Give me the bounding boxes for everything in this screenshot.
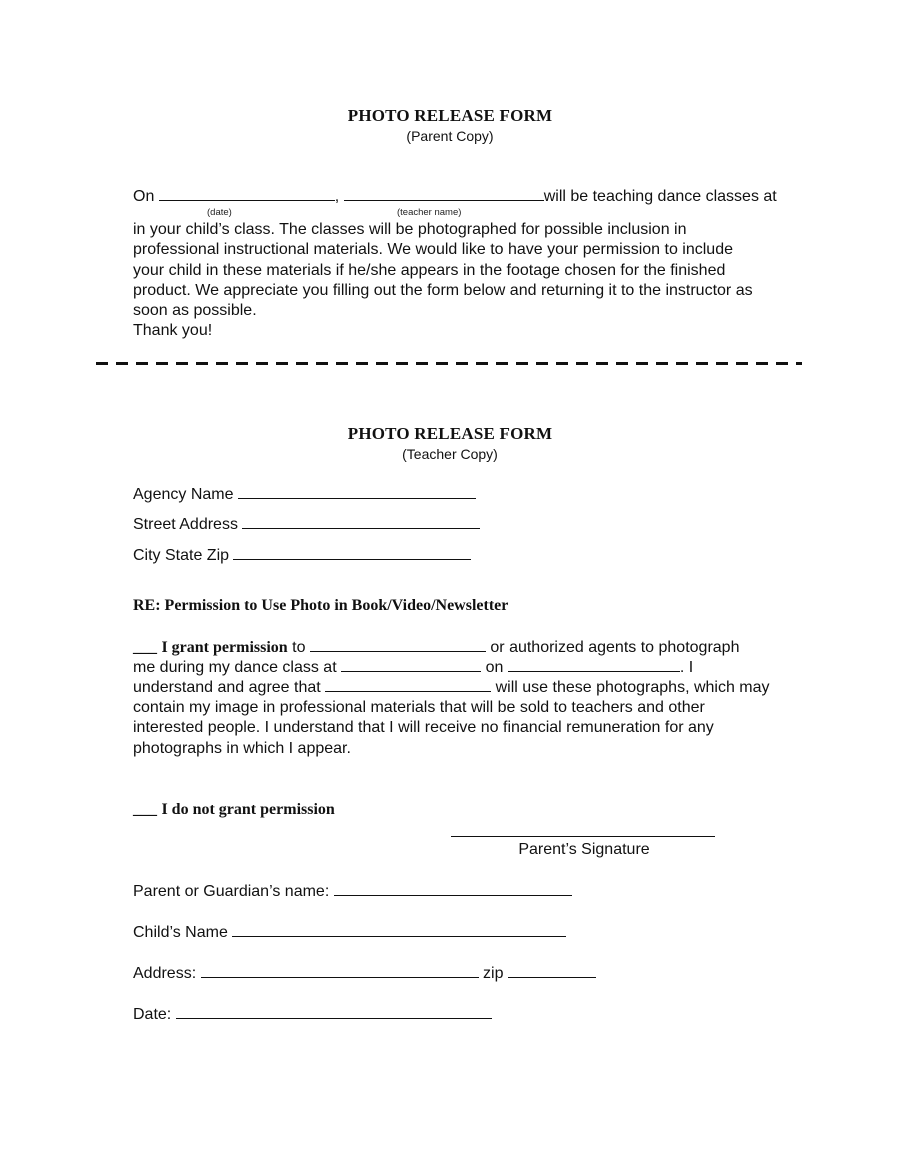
parent-name-label: Parent or Guardian’s name: xyxy=(133,883,330,900)
class-location-blank[interactable] xyxy=(341,657,481,672)
date-caption: (date) xyxy=(207,207,232,218)
grant-on-text: on xyxy=(485,659,504,676)
parent-copy-subtitle: (Parent Copy) xyxy=(406,128,494,144)
child-name-label: Child’s Name xyxy=(133,924,228,941)
intro-on-text: On xyxy=(133,188,155,205)
grant-agree-text: understand and agree that xyxy=(133,679,321,696)
street-address-label: Street Address xyxy=(133,516,238,533)
street-address-row xyxy=(133,514,480,534)
deny-row xyxy=(133,800,335,820)
deny-checkbox-blank[interactable]: ___ xyxy=(133,801,157,818)
grant-to-text: to xyxy=(292,639,306,656)
grant-body xyxy=(133,698,714,759)
deny-permission-label: I do not grant permission xyxy=(161,801,335,818)
teacher-copy-title: PHOTO RELEASE FORM xyxy=(347,424,553,443)
user-name-blank[interactable] xyxy=(325,677,491,692)
intro-comma: , xyxy=(334,188,340,205)
grant-body-line: interested people. I understand that I will receive no financial remuneration for any xyxy=(133,719,714,737)
teacher-name-blank[interactable] xyxy=(344,186,544,201)
grant-use-text: will use these photographs, which may xyxy=(495,679,770,696)
teacher-copy-subtitle: (Teacher Copy) xyxy=(402,446,498,462)
grant-line2-end: . I xyxy=(679,659,694,676)
grant-body-line: photographs in which I appear. xyxy=(133,739,351,757)
city-state-zip-blank[interactable] xyxy=(233,545,471,560)
date-field-blank[interactable] xyxy=(176,1004,492,1019)
grant-checkbox-blank[interactable]: ___ xyxy=(133,639,157,656)
grant-agents-text: or authorized agents to photograph xyxy=(490,639,740,656)
parent-copy-body xyxy=(133,220,753,342)
address-row xyxy=(133,963,596,983)
parent-copy-title: PHOTO RELEASE FORM xyxy=(347,106,553,125)
address-label: Address: xyxy=(133,965,197,982)
zip-blank[interactable] xyxy=(508,963,596,978)
date-row xyxy=(133,1004,492,1024)
city-state-zip-label: City State Zip xyxy=(133,547,230,564)
parent-name-row xyxy=(133,881,572,901)
grant-body-line: contain my image in professional materials that will be sold to teachers and other xyxy=(133,699,705,716)
signature-caption: Parent’s Signature xyxy=(518,841,650,858)
body-line: your child in these materials if he/she appears in the footage chosen for the finished xyxy=(133,261,726,279)
grant-permission-label: I grant permission xyxy=(161,639,288,656)
teacher-name-caption: (teacher name) xyxy=(397,207,462,218)
child-name-row xyxy=(133,922,566,942)
re-heading: RE: Permission to Use Photo in Book/Video/Newsletter xyxy=(133,597,509,614)
date-blank[interactable] xyxy=(159,186,335,201)
body-line: soon as possible. xyxy=(133,302,257,320)
intro-teaching-text: will be teaching dance classes at xyxy=(543,188,777,205)
body-line: professional instructional materials. We would like to have your permission to include xyxy=(133,241,733,259)
grant-third-line xyxy=(133,677,770,698)
grantee-name-blank[interactable] xyxy=(310,637,486,652)
grant-first-line xyxy=(133,637,739,658)
agency-name-row xyxy=(133,484,476,504)
signature-line[interactable] xyxy=(451,836,715,837)
street-address-blank[interactable] xyxy=(242,514,480,529)
agency-name-label: Agency Name xyxy=(133,486,234,503)
address-blank[interactable] xyxy=(201,963,479,978)
parent-name-blank[interactable] xyxy=(334,881,572,896)
class-date-blank[interactable] xyxy=(508,657,680,672)
body-line: product. We appreciate you filling out the form below and returning it to the instructor as xyxy=(133,281,753,299)
cut-line-divider xyxy=(96,362,802,365)
intro-first-line xyxy=(133,186,777,207)
zip-label: zip xyxy=(483,965,504,982)
city-state-zip-row xyxy=(133,545,471,565)
child-name-blank[interactable] xyxy=(232,922,566,937)
grant-second-line xyxy=(133,657,693,678)
body-line: in your child’s class. The classes will be photographed for possible inclusion in xyxy=(133,221,687,238)
body-line: Thank you! xyxy=(133,322,213,340)
date-label: Date: xyxy=(133,1006,172,1023)
agency-name-blank[interactable] xyxy=(238,484,476,499)
grant-class-text: me during my dance class at xyxy=(133,659,337,676)
